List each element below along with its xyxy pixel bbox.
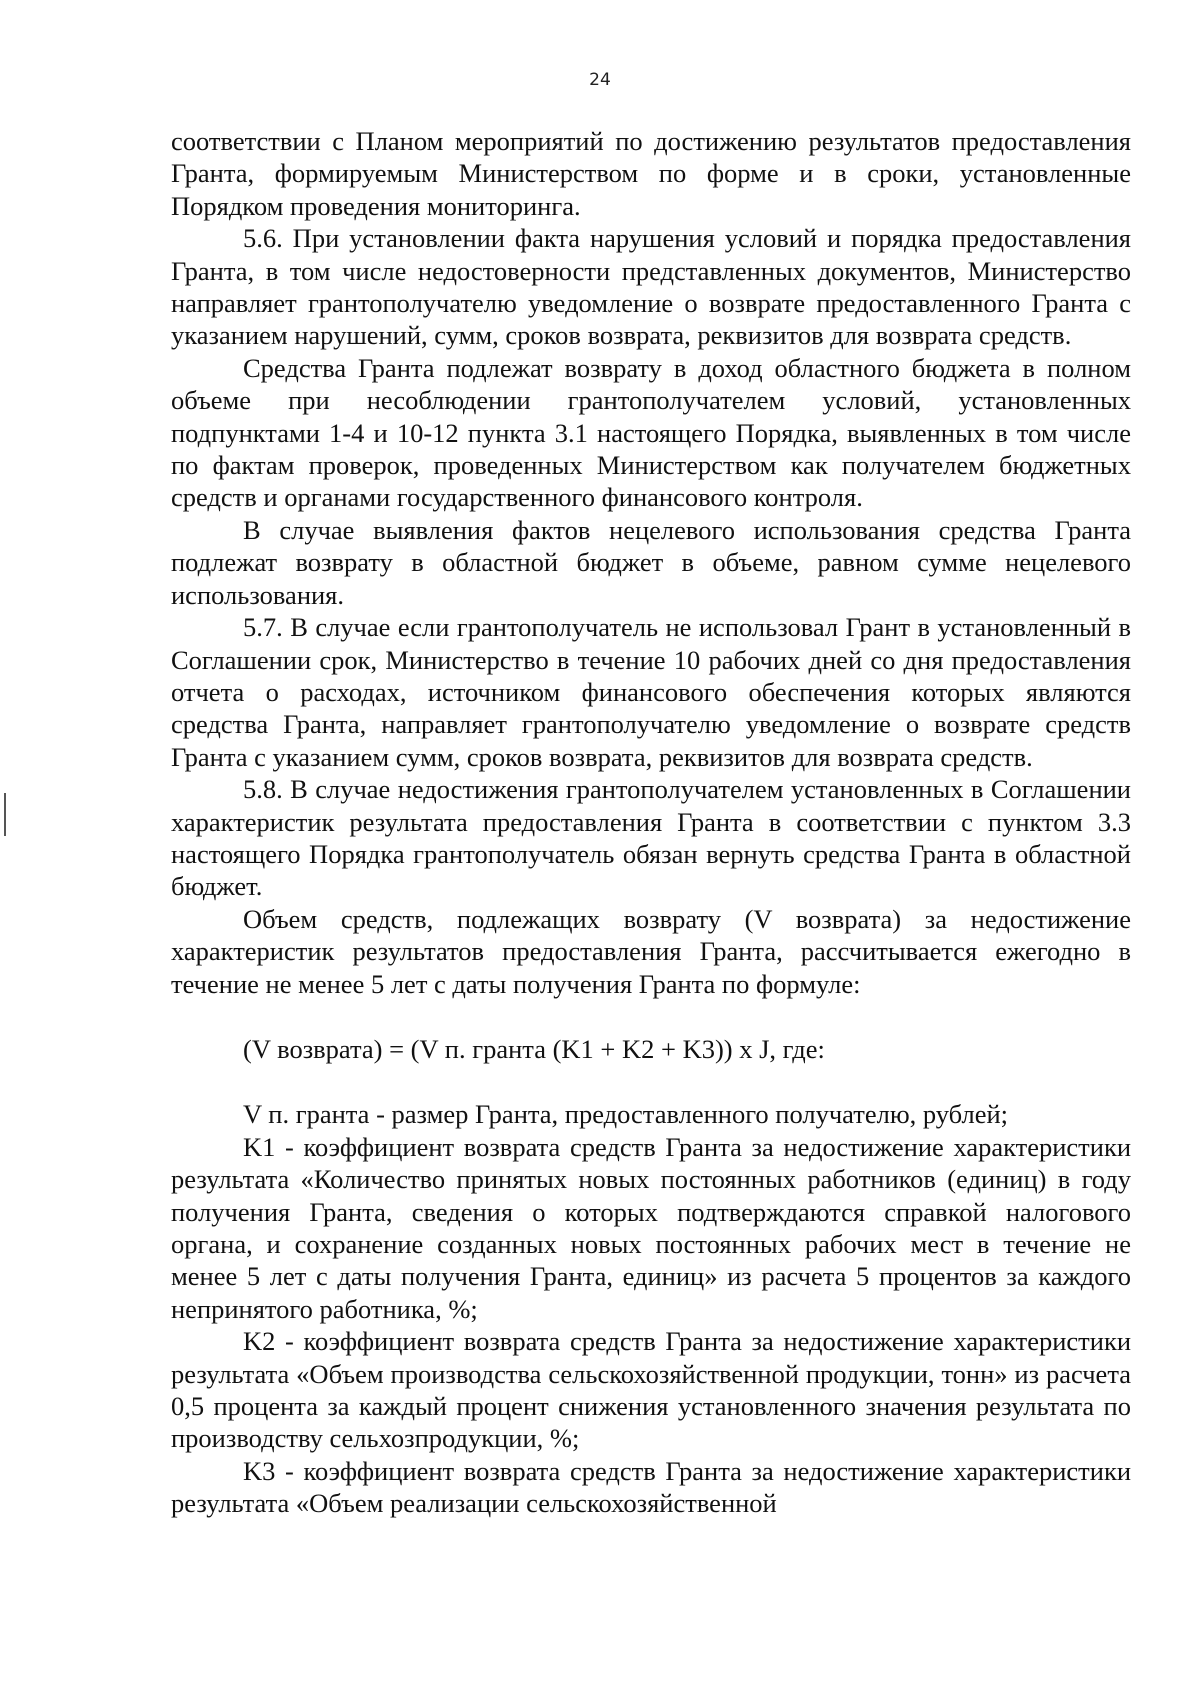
paragraph-grant-return: Средства Гранта подлежат возврату в доход областного бюджета в полном объеме при несоблюдении грантополучателем условий, установленных подпунктами 1-4 и 10-12 пункта 3.1 настоящего Порядка, выявленных в том числе по фактам проверок, проведенных Министерством как получателем бюджетных средств и органами государственного финансового контроля. [171, 352, 1131, 513]
formula: (V возврата) = (V п. гранта (K1 + K2 + K3)) x J, где: [243, 1033, 825, 1064]
paragraph-5-6: 5.6. При установлении факта нарушения условий и порядка предоставления Гранта, в том числе недостоверности представленных документов, Министерство направляет грантополучателю уведомление о возврате предоставленного Гранта с указанием нарушений, сумм, сроков возврата, реквизитов для возврата средств. [171, 223, 1131, 351]
page-number: 24 [589, 70, 611, 90]
definition-k1: K1 - коэффициент возврата средств Гранта за недостижение характеристики результата «Количество принятых новых постоянных работников (единиц) в году получения Гранта, сведения о которых подтверждаются справкой налогового органа, и сохранение созданных новых постоянных рабочих мест в течение не менее 5 лет с даты получения Гранта, единиц» из расчета 5 процентов за каждого непринятого работника, %; [171, 1131, 1131, 1324]
definition-k2: K2 - коэффициент возврата средств Гранта за недостижение характеристики результата «Объем производства сельскохозяйственной продукции, тонн» из расчета 0,5 процента за каждый процент снижения установленного значения результата по производству сельхозпродукции, %; [171, 1326, 1131, 1454]
paragraph-return-volume: Объем средств, подлежащих возврату (V возврата) за недостижение характеристик результатов предоставления Гранта, рассчитывается ежегодно в течение не менее 5 лет с даты получения Гранта по формуле: [171, 903, 1131, 999]
scan-edge-mark [4, 793, 6, 836]
paragraph-5-7: 5.7. В случае если грантополучатель не использовал Грант в установленный в Соглашении срок, Министерство в течение 10 рабочих дней со дня предоставления отчета о расходах, источником финансового обеспечения которых являются средства Гранта, направляет грантополучателю уведомление о возврате средств Гранта с указанием сумм, сроков возврата, реквизитов для возврата средств. [171, 612, 1131, 772]
definition-k3: K3 - коэффициент возврата средств Гранта за недостижение характеристики результата «Объем реализации сельскохозяйственной [171, 1455, 1131, 1519]
paragraph-continuation: соответствии с Планом мероприятий по достижению результатов предоставления Гранта, формируемым Министерством по форме и в сроки, установленные Порядком проведения мониторинга. [171, 126, 1131, 221]
paragraph-5-8: 5.8. В случае недостижения грантополучателем установленных в Соглашении характеристик результата предоставления Гранта в соответствии с пунктом 3.3 настоящего Порядка грантополучатель обязан вернуть средства Гранта в областной бюджет. [171, 774, 1131, 902]
document-body [171, 125, 1131, 1520]
paragraph-misuse: В случае выявления фактов нецелевого использования средства Гранта подлежат возврату в областной бюджет в объеме, равном сумме нецелевого использования. [171, 514, 1131, 610]
definition-v-grant: V п. гранта - размер Гранта, предоставленного получателю, рублей; [243, 1099, 1009, 1130]
